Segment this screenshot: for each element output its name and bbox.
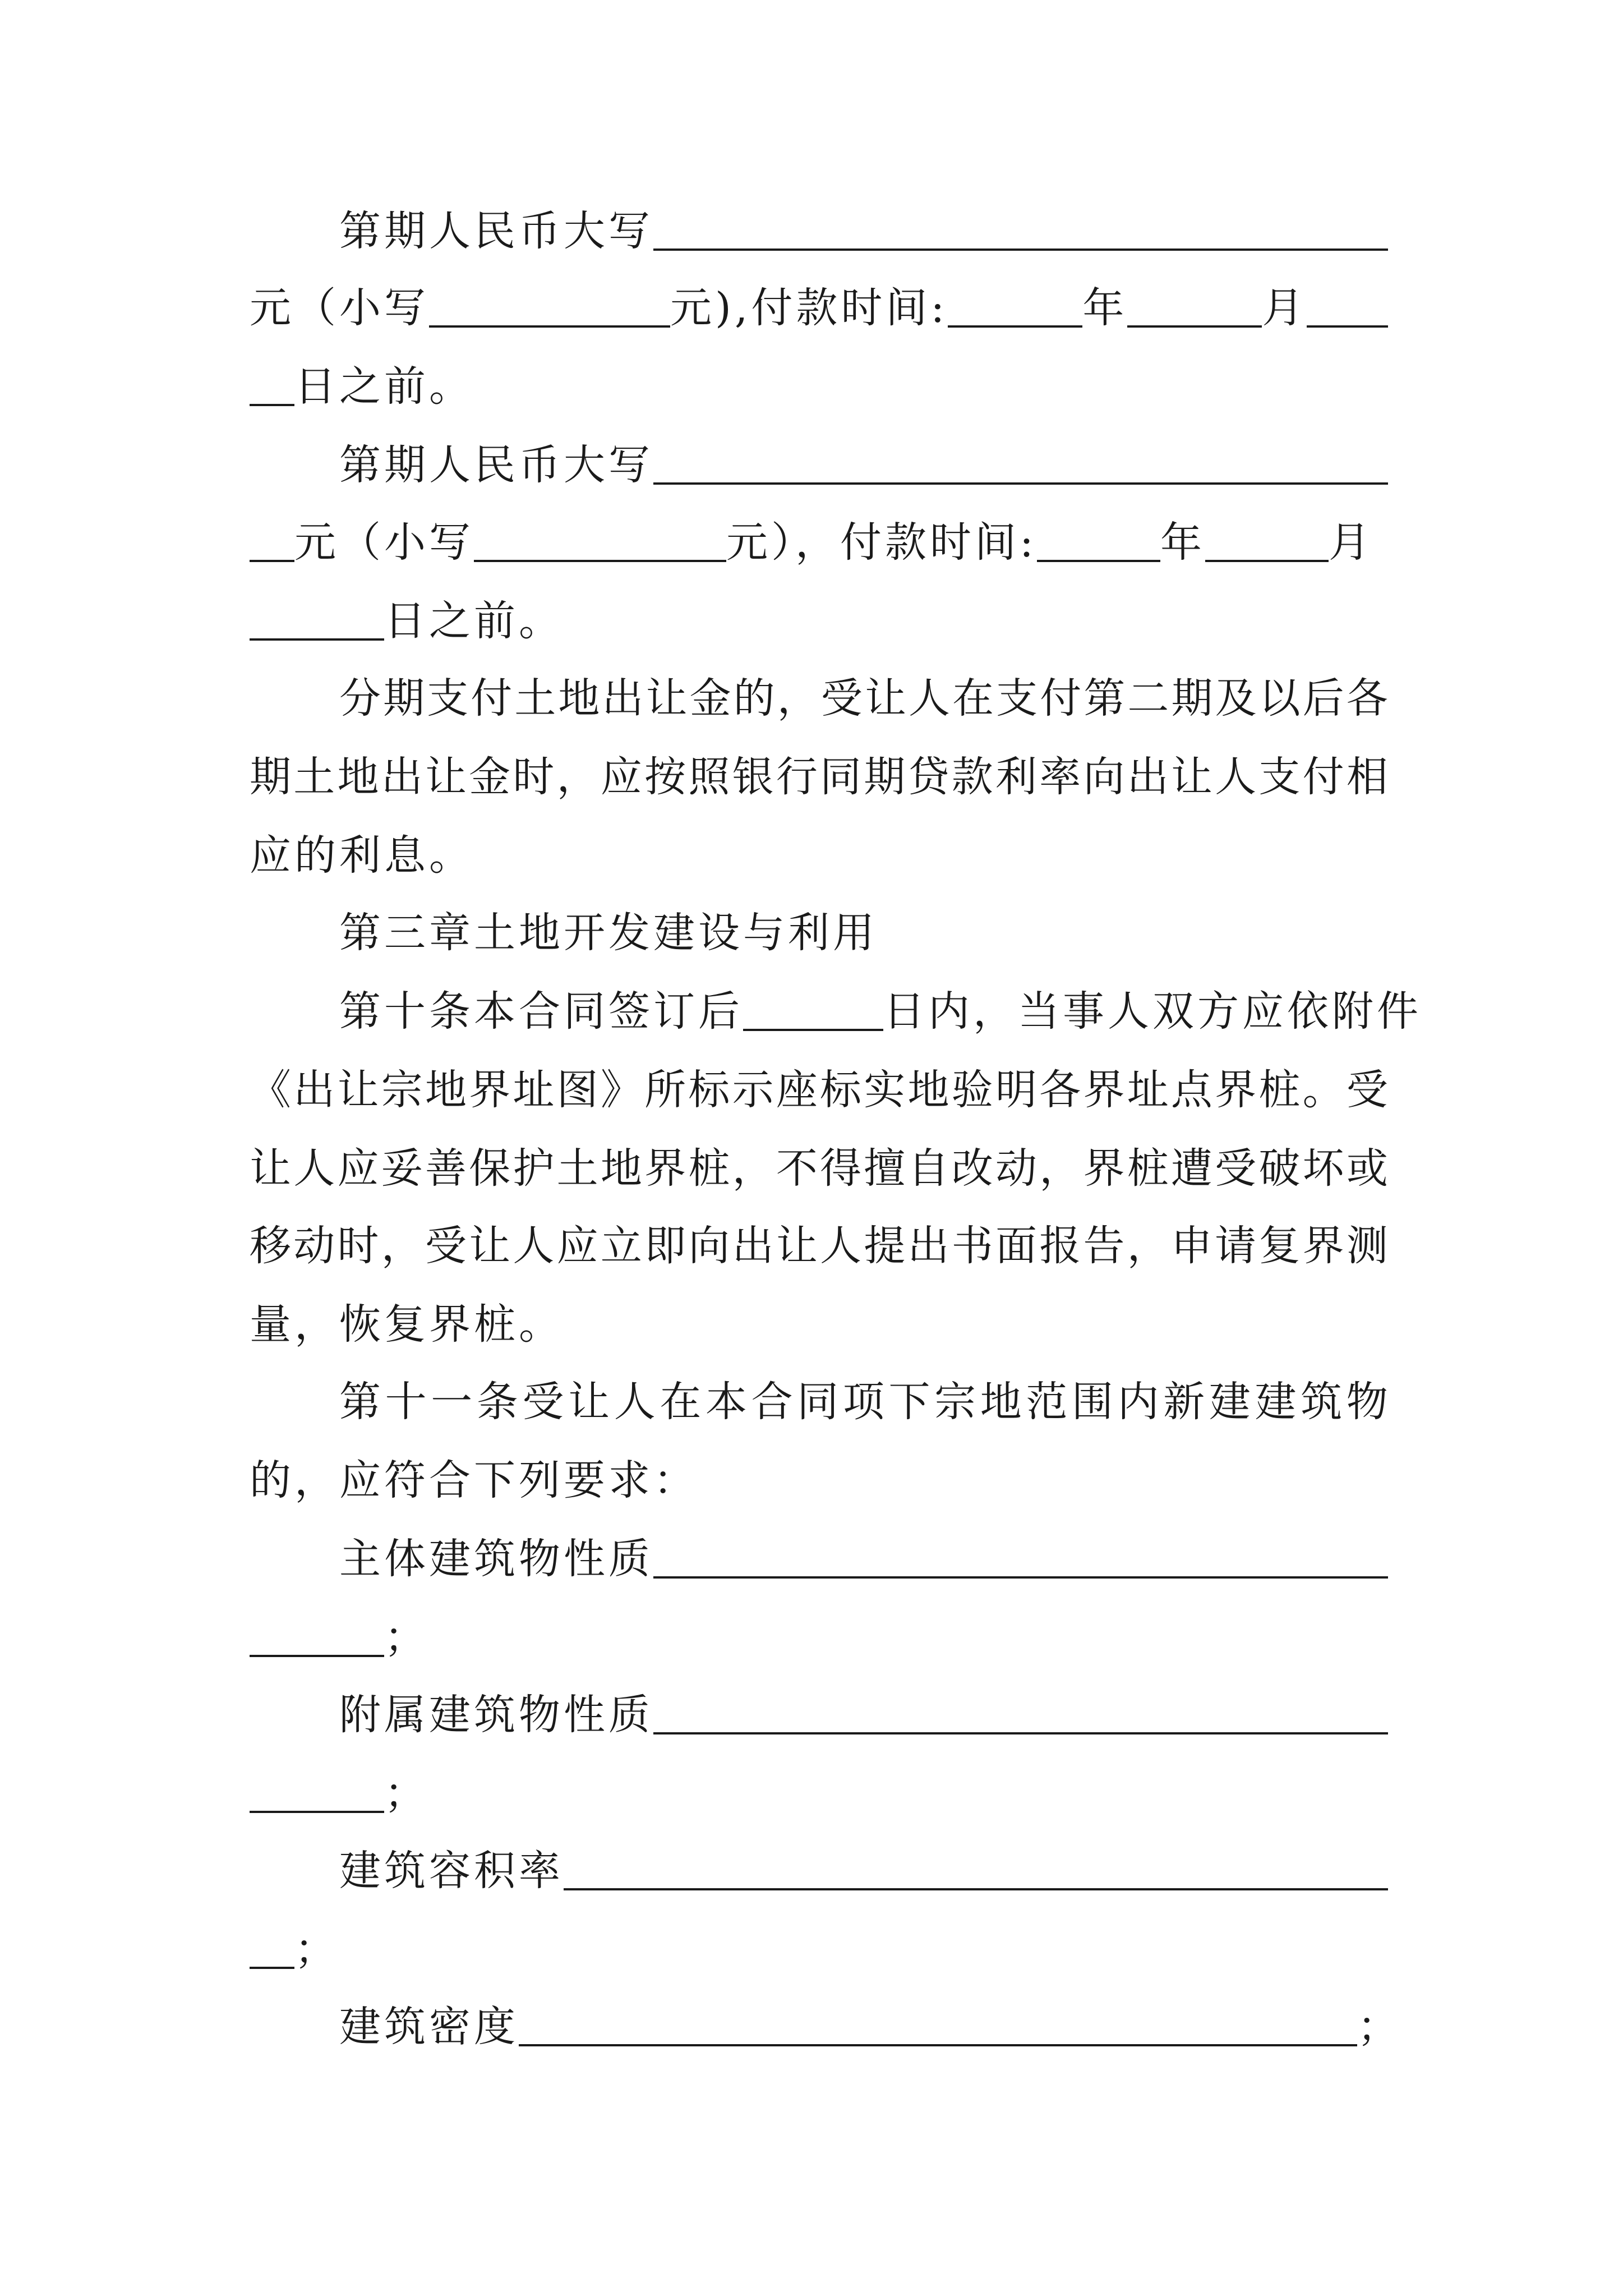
article-10-line-2 [250, 1058, 1388, 1114]
text-char: 受 [425, 1222, 467, 1270]
text-char: 请 [1215, 1222, 1257, 1270]
text-char: 付 [1302, 753, 1344, 801]
text: 应的利息。 [250, 831, 474, 880]
blank-line[interactable] [653, 1732, 1388, 1734]
text-char: 护 [513, 1144, 555, 1193]
text-char: 自 [907, 1144, 949, 1193]
text-char: 或 [1346, 1144, 1388, 1193]
building-density-line [339, 1995, 1402, 2051]
text-char: 金 [689, 674, 731, 723]
text-char: 围 [1072, 1378, 1113, 1426]
text-char: 付 [1040, 674, 1082, 723]
blank-line[interactable] [429, 325, 670, 328]
text-char: 土 [293, 753, 335, 801]
main-building-nature-line [339, 1527, 1388, 1583]
blank-line[interactable] [653, 249, 1388, 251]
text-char: 》 [600, 1066, 642, 1114]
text-char: 受 [1346, 1066, 1388, 1114]
text-char: 期 [250, 753, 291, 801]
text-char: 《 [250, 1066, 291, 1114]
text-char: 座 [776, 1066, 818, 1114]
text: 月 [1328, 518, 1373, 567]
installment-2-line-3 [250, 589, 1388, 645]
text-char: 让 [645, 674, 688, 723]
blank-line[interactable] [250, 1655, 384, 1657]
field-label: 主体建筑物性质 [339, 1535, 653, 1583]
text-char: 址 [1127, 1066, 1169, 1114]
installment-1-line-3 [250, 355, 1388, 411]
text-char: 界 [469, 1066, 511, 1114]
text: 第期人民币大写 [339, 207, 653, 255]
text-char: 建 [1209, 1378, 1251, 1426]
text-char: 相 [1346, 753, 1388, 801]
text-char: 宗 [381, 1066, 423, 1114]
text-char: 妥 [381, 1144, 423, 1193]
text-char: 让 [776, 1222, 818, 1270]
text-char: 金 [469, 753, 511, 801]
blank-line[interactable] [250, 560, 294, 562]
text-char: 新 [1163, 1378, 1205, 1426]
text-char: 支 [427, 674, 469, 723]
blank-line[interactable] [948, 325, 1082, 328]
text-char: 让 [250, 1144, 291, 1193]
text-char: 立 [600, 1222, 642, 1270]
installment-1-line-2 [250, 276, 1388, 332]
text-char: 书 [951, 1222, 993, 1270]
text-char: 出 [907, 1222, 949, 1270]
text-char: 同 [820, 753, 862, 801]
blank-line[interactable] [564, 1888, 1388, 1890]
blank-line[interactable] [519, 2044, 1357, 2046]
text-char: 人 [909, 674, 951, 723]
text: 日内，当事人双方应依附件 [883, 987, 1422, 1036]
text-char: 桩 [1127, 1144, 1169, 1193]
text-char: 一 [431, 1378, 473, 1426]
interest-paragraph-line-1 [339, 666, 1388, 723]
text-char: 受 [1215, 1144, 1257, 1193]
text-char: 告 [1083, 1222, 1125, 1270]
text-char: 下 [888, 1378, 930, 1426]
text-char: 人 [614, 1378, 656, 1426]
text-char: 本 [706, 1378, 747, 1426]
installment-2-line-2 [250, 510, 1388, 567]
text-char: 期 [864, 753, 906, 801]
text-char: 土 [514, 674, 556, 723]
text-char: 照 [688, 753, 730, 801]
blank-line[interactable] [1127, 325, 1262, 328]
text-char: 地 [558, 674, 600, 723]
text-char: 复 [1258, 1222, 1301, 1270]
installment-2-line-1 [339, 433, 1388, 489]
text-char: 范 [1026, 1378, 1068, 1426]
text-char: 率 [1039, 753, 1081, 801]
article-10-line-1 [339, 979, 1422, 1036]
text-char: 后 [1302, 674, 1344, 723]
text: 元（小写 [250, 284, 429, 332]
text-char: 面 [995, 1222, 1037, 1270]
text-char: 及 [1215, 674, 1257, 723]
text-char: 标 [820, 1066, 862, 1114]
text-char: 让 [568, 1378, 610, 1426]
text-char: 地 [337, 753, 379, 801]
text: 元（小写 [294, 518, 474, 567]
text-char: 提 [864, 1222, 906, 1270]
text-char: 出 [381, 753, 423, 801]
text-char: ， [381, 1222, 423, 1270]
text-char: 报 [1039, 1222, 1081, 1270]
interest-paragraph-line-3 [250, 823, 1388, 880]
text: 第期人民币大写 [339, 441, 653, 489]
text-char: 让 [337, 1066, 379, 1114]
text-char: 出 [602, 674, 644, 723]
text-char: 申 [1170, 1222, 1212, 1270]
text-char: 支 [996, 674, 1038, 723]
text-char: 期 [383, 674, 425, 723]
text-char: 在 [660, 1378, 702, 1426]
text-char: 物 [1346, 1378, 1388, 1426]
text-char: 人 [293, 1144, 335, 1193]
text-char: 土 [556, 1144, 598, 1193]
article-11-line-2 [250, 1448, 1388, 1504]
text-char: 受 [522, 1378, 564, 1426]
text-char: 界 [1083, 1066, 1125, 1114]
semicolon: ； [384, 1769, 429, 1818]
text-char: 验 [951, 1066, 993, 1114]
blank-line[interactable] [1205, 560, 1329, 562]
text-char: 界 [1215, 1066, 1257, 1114]
text-char: 款 [951, 753, 993, 801]
interest-paragraph-line-2 [250, 745, 1388, 801]
semicolon: ； [294, 1925, 339, 1973]
text-char: 保 [469, 1144, 511, 1193]
blank-line[interactable] [653, 482, 1388, 485]
text: 日之前。 [294, 362, 474, 411]
text-char: 各 [1346, 674, 1388, 723]
text-char: 桩 [1258, 1066, 1301, 1114]
text: 第十条本合同签订后 [339, 987, 743, 1036]
text-char: 银 [732, 753, 774, 801]
text-char: 出 [732, 1222, 774, 1270]
text-char: 合 [751, 1378, 793, 1426]
text-char: 即 [644, 1222, 686, 1270]
text-char: 宗 [934, 1378, 976, 1426]
blank-line[interactable] [250, 1811, 384, 1813]
text-char: 向 [1083, 753, 1125, 801]
text-char: 时 [337, 1222, 379, 1270]
text-char: 建 [1255, 1378, 1297, 1426]
text-char: 让 [1170, 753, 1212, 801]
text-char: 实 [864, 1066, 906, 1114]
field-label: 建筑容积率 [339, 1847, 564, 1895]
field-label: 建筑密度 [339, 2003, 519, 2051]
text-char: 界 [644, 1144, 686, 1193]
field-label: 附属建筑物性质 [339, 1691, 653, 1739]
floor-area-ratio-cont [250, 1917, 1388, 1973]
text-char: 桩 [688, 1144, 730, 1193]
text: 元），付款时间: [726, 518, 1037, 567]
text-char: ， [1127, 1222, 1169, 1270]
text-char: 擅 [864, 1144, 906, 1193]
text-char: 行 [776, 753, 818, 801]
text-char: 应 [600, 753, 642, 801]
text-char: 标 [688, 1066, 730, 1114]
text-char: 期 [1171, 674, 1213, 723]
text: 的，应符合下列要求： [250, 1456, 698, 1504]
text-char: 人 [513, 1222, 555, 1270]
main-building-nature-cont [250, 1605, 1388, 1662]
text-char: 移 [250, 1222, 291, 1270]
text-char: 让 [469, 1222, 511, 1270]
text-char: 第 [1083, 674, 1126, 723]
text-char: 地 [425, 1066, 467, 1114]
text-char: 点 [1170, 1066, 1212, 1114]
text-char: 分 [339, 674, 381, 723]
text-char: 让 [864, 674, 906, 723]
text-char: ， [732, 1144, 774, 1193]
article-11-line-1 [339, 1370, 1388, 1426]
text-char: 二 [1127, 674, 1169, 723]
aux-building-nature-cont [250, 1761, 1388, 1818]
article-10-line-3 [250, 1137, 1388, 1193]
text-char: 应 [337, 1144, 379, 1193]
text-char: 遭 [1170, 1144, 1212, 1193]
blank-line[interactable] [250, 1967, 294, 1969]
text-char: 动 [293, 1222, 335, 1270]
aux-building-nature-line [339, 1683, 1388, 1739]
text-char: 示 [732, 1066, 774, 1114]
semicolon: ； [384, 1613, 429, 1662]
text-char: 条 [476, 1378, 518, 1426]
text-char: 。 [1302, 1066, 1344, 1114]
text: 量，恢复界桩。 [250, 1300, 564, 1349]
installment-1-line-1 [339, 199, 1388, 255]
text-char: 贷 [907, 753, 949, 801]
text-char: 善 [425, 1144, 467, 1193]
text-char: 利 [995, 753, 1037, 801]
article-10-line-4 [250, 1214, 1388, 1270]
text-char: 不 [776, 1144, 818, 1193]
text-char: 项 [842, 1378, 884, 1426]
text-char: 应 [556, 1222, 598, 1270]
text-char: 支 [1258, 753, 1301, 801]
chapter-heading [339, 901, 1388, 957]
text-char: 内 [1117, 1378, 1159, 1426]
text-char: 测 [1346, 1222, 1388, 1270]
text: 月 [1262, 284, 1307, 332]
text-char: 破 [1258, 1144, 1301, 1193]
floor-area-ratio-line [339, 1839, 1388, 1895]
text-char: ， [556, 753, 598, 801]
text-char: 址 [513, 1066, 555, 1114]
semicolon: ； [1357, 2003, 1402, 2051]
text-char: 受 [820, 674, 863, 723]
text-char: 改 [951, 1144, 993, 1193]
text-char: 第 [339, 1378, 381, 1426]
text: 元),付款时间: [670, 284, 948, 332]
text-char: 坏 [1302, 1144, 1344, 1193]
text-char: 人 [1215, 753, 1257, 801]
text-char: 图 [556, 1066, 598, 1114]
text-char: 以 [1258, 674, 1301, 723]
text-char: 人 [820, 1222, 862, 1270]
text: 日之前。 [384, 597, 564, 645]
text-char: 界 [1083, 1144, 1125, 1193]
text-char: 明 [995, 1066, 1037, 1114]
blank-line[interactable] [474, 560, 726, 562]
text-char: 地 [980, 1378, 1022, 1426]
text-char: 地 [907, 1066, 949, 1114]
text-char: 的 [733, 674, 775, 723]
blank-line[interactable] [1307, 325, 1388, 328]
text-char: 向 [688, 1222, 730, 1270]
text-char: ， [1039, 1144, 1081, 1193]
text-char: 同 [797, 1378, 839, 1426]
blank-line[interactable] [653, 1576, 1388, 1579]
text: 年 [1082, 284, 1128, 332]
text-char: 时 [513, 753, 555, 801]
text-char: 付 [471, 674, 513, 723]
text-char: 所 [644, 1066, 686, 1114]
text-char: 按 [644, 753, 686, 801]
text-char: 各 [1039, 1066, 1081, 1114]
article-10-line-5 [250, 1292, 1388, 1349]
text-char: 让 [425, 753, 467, 801]
text-char: 动 [995, 1144, 1037, 1193]
blank-line[interactable] [1037, 560, 1160, 562]
text-char: 十 [385, 1378, 427, 1426]
text-char: 界 [1302, 1222, 1344, 1270]
text-char: 出 [1127, 753, 1169, 801]
text: 年 [1160, 518, 1205, 567]
text-char: 在 [952, 674, 994, 723]
chapter-title: 第三章土地开发建设与利用 [339, 909, 878, 957]
text-char: 筑 [1301, 1378, 1343, 1426]
text-char: 地 [600, 1144, 642, 1193]
text-char: ， [777, 674, 819, 723]
blank-line[interactable] [250, 404, 294, 406]
blank-line[interactable] [743, 1029, 883, 1031]
blank-line[interactable] [250, 638, 384, 641]
text-char: 得 [820, 1144, 862, 1193]
text-char: 出 [293, 1066, 335, 1114]
